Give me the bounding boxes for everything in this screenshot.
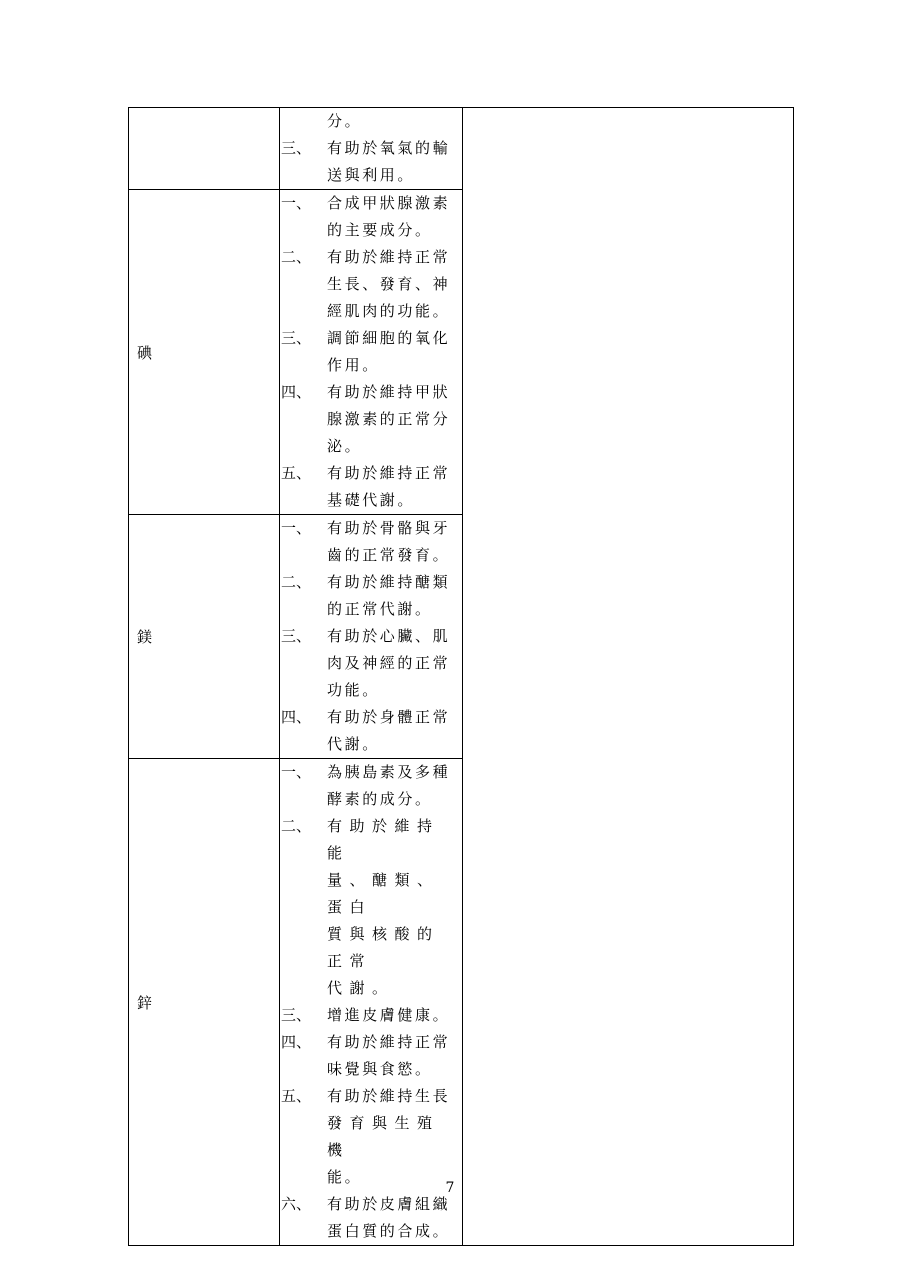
function-line xyxy=(280,867,462,921)
list-marker: 二、 xyxy=(281,573,312,591)
function-text: 有助於骨骼與牙 xyxy=(327,519,451,537)
function-line xyxy=(280,677,462,704)
function-text: 齒的正常發育。 xyxy=(327,546,451,564)
function-text: 有助於維持甲狀 xyxy=(327,383,451,401)
function-line xyxy=(280,1218,462,1245)
function-line xyxy=(280,1002,462,1029)
function-text: 有助於氧氣的輸 xyxy=(327,139,451,157)
function-line xyxy=(280,379,462,406)
function-text: 功能。 xyxy=(327,681,380,699)
function-line xyxy=(280,271,462,298)
function-line xyxy=(280,759,462,786)
function-line xyxy=(280,813,462,867)
nutrient-name: 鋅 xyxy=(137,993,153,1012)
nutrient-name-cell xyxy=(129,515,280,759)
function-text: 送與利用。 xyxy=(327,166,416,184)
nutrient-name-cell xyxy=(129,190,280,515)
function-text: 有助於心臟、肌 xyxy=(327,627,451,645)
function-line xyxy=(280,135,462,162)
function-text: 有助於維持正常 xyxy=(327,464,451,482)
function-line xyxy=(280,1029,462,1056)
function-text: 有助於維持正常 xyxy=(327,1033,451,1051)
function-line xyxy=(280,542,462,569)
function-text: 代謝。 xyxy=(327,735,380,753)
function-line xyxy=(280,406,462,433)
function-line xyxy=(280,325,462,352)
function-text: 有助於維持醣類 xyxy=(327,573,451,591)
list-marker: 三、 xyxy=(281,627,312,645)
nutrient-name: 鎂 xyxy=(137,628,153,646)
function-line xyxy=(280,1110,462,1164)
function-line xyxy=(280,731,462,758)
function-text: 腺激素的正常分 xyxy=(327,410,451,428)
nutrient-name: 碘 xyxy=(137,343,153,362)
page-number: 7 xyxy=(445,1180,455,1196)
list-marker: 二、 xyxy=(281,817,312,835)
nutrient-function-table xyxy=(128,107,794,1246)
function-list-cell xyxy=(280,190,463,515)
list-marker: 一、 xyxy=(281,194,312,212)
function-text: 合成甲狀腺激素 xyxy=(327,194,451,212)
function-line xyxy=(280,515,462,542)
function-line xyxy=(280,108,462,135)
function-line xyxy=(280,650,462,677)
function-line xyxy=(280,1083,462,1110)
function-text: 泌。 xyxy=(327,437,363,455)
function-line xyxy=(280,460,462,487)
function-text: 代謝。 xyxy=(327,979,395,997)
function-line xyxy=(280,596,462,623)
function-text: 調節細胞的氧化 xyxy=(327,329,451,347)
list-marker: 二、 xyxy=(281,248,312,266)
function-text: 作用。 xyxy=(327,356,380,374)
function-line xyxy=(280,298,462,325)
function-list-cell xyxy=(280,515,463,759)
function-text: 味覺與食慾。 xyxy=(327,1060,433,1078)
function-line xyxy=(280,433,462,460)
function-line xyxy=(280,162,462,189)
function-line xyxy=(280,921,462,975)
list-marker: 四、 xyxy=(281,1033,312,1051)
function-text: 分。 xyxy=(327,112,363,130)
function-text: 經肌肉的功能。 xyxy=(327,302,451,320)
function-text: 質與核酸的正常 xyxy=(327,925,440,970)
function-text: 量、醣類、蛋白 xyxy=(327,871,440,916)
nutrient-name-cell xyxy=(129,108,280,190)
function-text: 增進皮膚健康。 xyxy=(327,1006,451,1024)
list-marker: 四、 xyxy=(281,708,312,726)
function-text: 能。 xyxy=(327,1168,363,1186)
function-line xyxy=(280,244,462,271)
function-text: 有助於維持生長 xyxy=(327,1087,451,1105)
list-marker: 五、 xyxy=(281,1087,312,1105)
list-marker: 三、 xyxy=(281,139,312,157)
function-text: 蛋白質的合成。 xyxy=(327,1222,451,1240)
function-text: 有助於維持能 xyxy=(327,817,440,862)
function-list-cell xyxy=(280,108,463,190)
function-line xyxy=(280,352,462,379)
function-line xyxy=(280,190,462,217)
function-line xyxy=(280,623,462,650)
function-text: 基礎代謝。 xyxy=(327,491,416,509)
function-line xyxy=(280,487,462,514)
function-text: 有助於身體正常 xyxy=(327,708,451,726)
function-text: 有助於維持正常 xyxy=(327,248,451,266)
table-body xyxy=(129,108,794,1246)
function-text: 的正常代謝。 xyxy=(327,600,433,618)
function-text: 生長、發育、神 xyxy=(327,275,451,293)
function-text: 有助於皮膚組織 xyxy=(327,1195,451,1213)
nutrient-name-cell xyxy=(129,759,280,1246)
list-marker: 三、 xyxy=(281,1006,312,1024)
function-text: 酵素的成分。 xyxy=(327,790,433,808)
function-text: 發育與生殖機 xyxy=(327,1114,440,1159)
function-line xyxy=(280,1056,462,1083)
table-row xyxy=(129,108,794,190)
function-text: 的主要成分。 xyxy=(327,221,433,239)
list-marker: 一、 xyxy=(281,763,312,781)
list-marker: 一、 xyxy=(281,519,312,537)
function-line xyxy=(280,569,462,596)
blank-notes-cell xyxy=(463,108,794,1246)
function-line xyxy=(280,704,462,731)
function-line xyxy=(280,786,462,813)
list-marker: 四、 xyxy=(281,383,312,401)
function-text: 為胰島素及多種 xyxy=(327,763,451,781)
list-marker: 五、 xyxy=(281,464,312,482)
function-text: 肉及神經的正常 xyxy=(327,654,451,672)
list-marker: 三、 xyxy=(281,329,312,347)
function-list-cell xyxy=(280,759,463,1246)
function-line xyxy=(280,975,462,1002)
function-line xyxy=(280,217,462,244)
list-marker: 六、 xyxy=(281,1195,312,1213)
